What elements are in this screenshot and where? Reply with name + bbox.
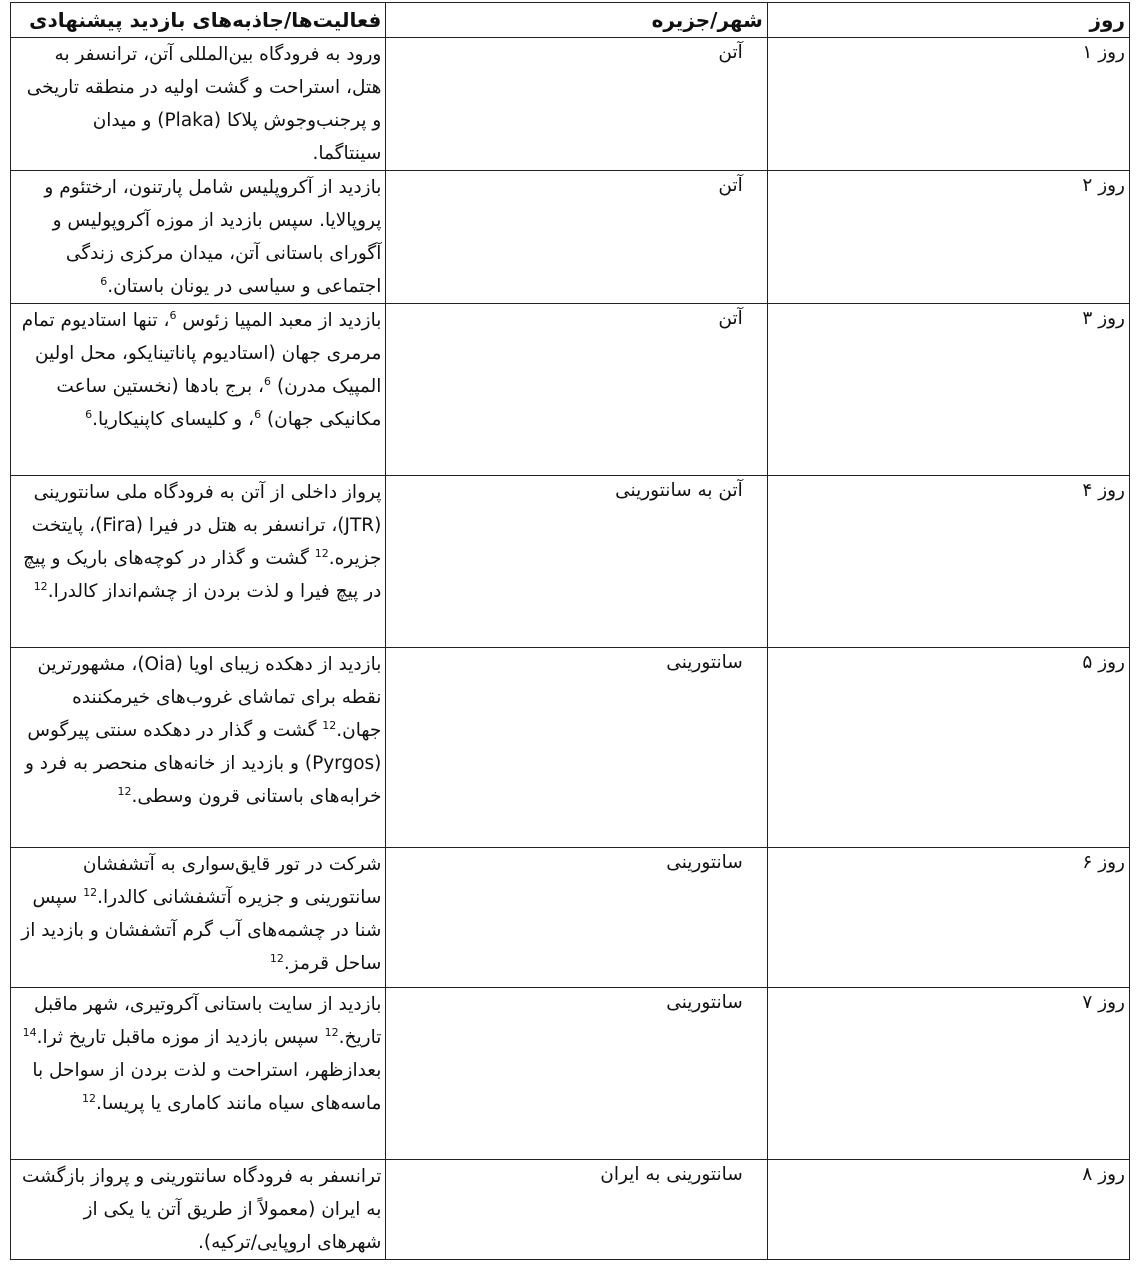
city-text: آتن	[718, 175, 743, 196]
city-cell	[386, 1160, 767, 1260]
day-cell: روز ۱	[767, 38, 1129, 171]
header-day: روز	[767, 3, 1129, 38]
city-cell	[386, 988, 767, 1160]
activity-cell	[11, 1160, 386, 1260]
footnote-ref: 6	[169, 308, 177, 322]
header-city: شهر/جزیره	[386, 3, 767, 38]
footnote-ref: 12	[314, 546, 329, 560]
footnote-ref: 6	[254, 407, 262, 421]
activity-text: شرکت در تور قایق‌سواری به آتشفشان سانتورینی و جزیره آتشفشانی کالدرا.	[82, 854, 382, 908]
activity-text: ورود به فرودگاه بین‌المللی آتن، ترانسفر به هتل، استراحت و گشت اولیه در منطقه تاریخی و پرجنب‌وجوش پلاکا (Plaka) و میدان سینتاگما.	[26, 44, 382, 164]
table-row	[11, 38, 1130, 171]
itinerary-document	[10, 2, 1130, 1260]
day-cell: روز ۵	[767, 648, 1129, 848]
activity-text: گشت و گذار در کوچه‌های باریک و پیچ در پیچ فیرا و لذت بردن از چشم‌انداز کالدرا.	[22, 548, 382, 602]
activity-cell	[11, 988, 386, 1160]
footnote-ref: 6	[264, 374, 272, 388]
activity-text: سپس شنا در چشمه‌های آب گرم آتشفشان و بازدید از ساحل قرمز.	[21, 887, 382, 974]
city-text: سانتورینی به ایران	[600, 1164, 743, 1185]
footnote-ref: 12	[83, 885, 98, 899]
activity-text: گشت و گذار در دهکده سنتی پیرگوس (Pyrgos) و بازدید از خانه‌های منحصر به فرد و خرابه‌های باستانی قرون وسطی.	[24, 720, 382, 807]
city-text: سانتورینی	[666, 992, 743, 1013]
city-text: سانتورینی	[666, 852, 743, 873]
footnote-ref: 12	[82, 1091, 97, 1105]
city-text: سانتورینی	[666, 652, 743, 673]
header-row	[11, 3, 1130, 38]
activity-text: بازدید از آکروپلیس شامل پارتنون، ارختئوم و پروپالایا. سپس بازدید از موزه آکروپولیس و آگورای باستانی آتن، میدان مرکزی زندگی اجتماعی و سیاسی در یونان باستان.	[44, 177, 382, 297]
city-cell	[386, 648, 767, 848]
table-row	[11, 988, 1130, 1160]
table-row	[11, 171, 1130, 304]
activity-text: بازدید از معبد المپیا زئوس	[182, 310, 382, 331]
activity-text: ، و کلیسای کاپنیکاریا.	[92, 409, 255, 430]
footnote-ref: 12	[324, 1025, 339, 1039]
city-cell	[386, 304, 767, 476]
activity-text: ، برج بادها (نخستین ساعت مکانیکی جهان)	[56, 376, 382, 430]
activity-cell	[11, 171, 386, 304]
table-row	[11, 1160, 1130, 1260]
activity-text: پرواز داخلی از آتن به فرودگاه ملی سانتورینی (JTR)، ترانسفر به هتل در فیرا (Fira)، پایتخت جزیره.	[31, 482, 382, 569]
activity-text: سپس بازدید از موزه ماقبل تاریخ ثرا.	[36, 1027, 325, 1048]
itinerary-table	[10, 2, 1130, 1260]
footnote-ref: 12	[322, 718, 337, 732]
day-cell: روز ۲	[767, 171, 1129, 304]
footnote-ref: 6	[100, 274, 108, 288]
day-cell: روز ۴	[767, 476, 1129, 648]
activity-cell	[11, 848, 386, 988]
activity-cell	[11, 304, 386, 476]
footnote-ref: 12	[269, 951, 284, 965]
header-activities: فعالیت‌ها/جاذبه‌های بازدید پیشنهادی	[11, 3, 386, 38]
table-row	[11, 304, 1130, 476]
footnote-ref: 12	[33, 579, 48, 593]
city-text: آتن به سانتورینی	[615, 480, 743, 501]
table-row	[11, 648, 1130, 848]
activity-text: بعدازظهر، استراحت و لذت بردن از سواحل با ماسه‌های سیاه مانند کاماری یا پریسا.	[32, 1060, 382, 1114]
activity-text: بازدید از سایت باستانی آکروتیری، شهر ماقبل تاریخ.	[33, 994, 382, 1048]
footnote-ref: 12	[117, 784, 132, 798]
city-text: آتن	[718, 308, 743, 329]
table-row	[11, 848, 1130, 988]
city-cell	[386, 38, 767, 171]
activity-cell	[11, 648, 386, 848]
city-text: آتن	[718, 42, 743, 63]
activity-text: ترانسفر به فرودگاه سانتورینی و پرواز بازگشت به ایران (معمولاً از طریق آتن یا یکی از شهرهای اروپایی/ترکیه).	[21, 1166, 382, 1253]
day-cell: روز ۶	[767, 848, 1129, 988]
activity-text: بازدید از دهکده زیبای اویا (Oia)، مشهورترین نقطه برای تماشای غروب‌های خیرمکننده جهان.	[37, 654, 382, 741]
footnote-ref: 6	[85, 407, 93, 421]
activity-text: ، تنها استادیوم تمام مرمری جهان (استادیوم پاناتینایکو، محل اولین المپیک مدرن)	[21, 310, 382, 397]
city-cell	[386, 476, 767, 648]
footnote-ref: 14	[22, 1025, 37, 1039]
day-cell: روز ۷	[767, 988, 1129, 1160]
day-cell: روز ۸	[767, 1160, 1129, 1260]
city-cell	[386, 171, 767, 304]
activity-cell	[11, 476, 386, 648]
day-cell: روز ۳	[767, 304, 1129, 476]
city-cell	[386, 848, 767, 988]
activity-cell	[11, 38, 386, 171]
table-row	[11, 476, 1130, 648]
